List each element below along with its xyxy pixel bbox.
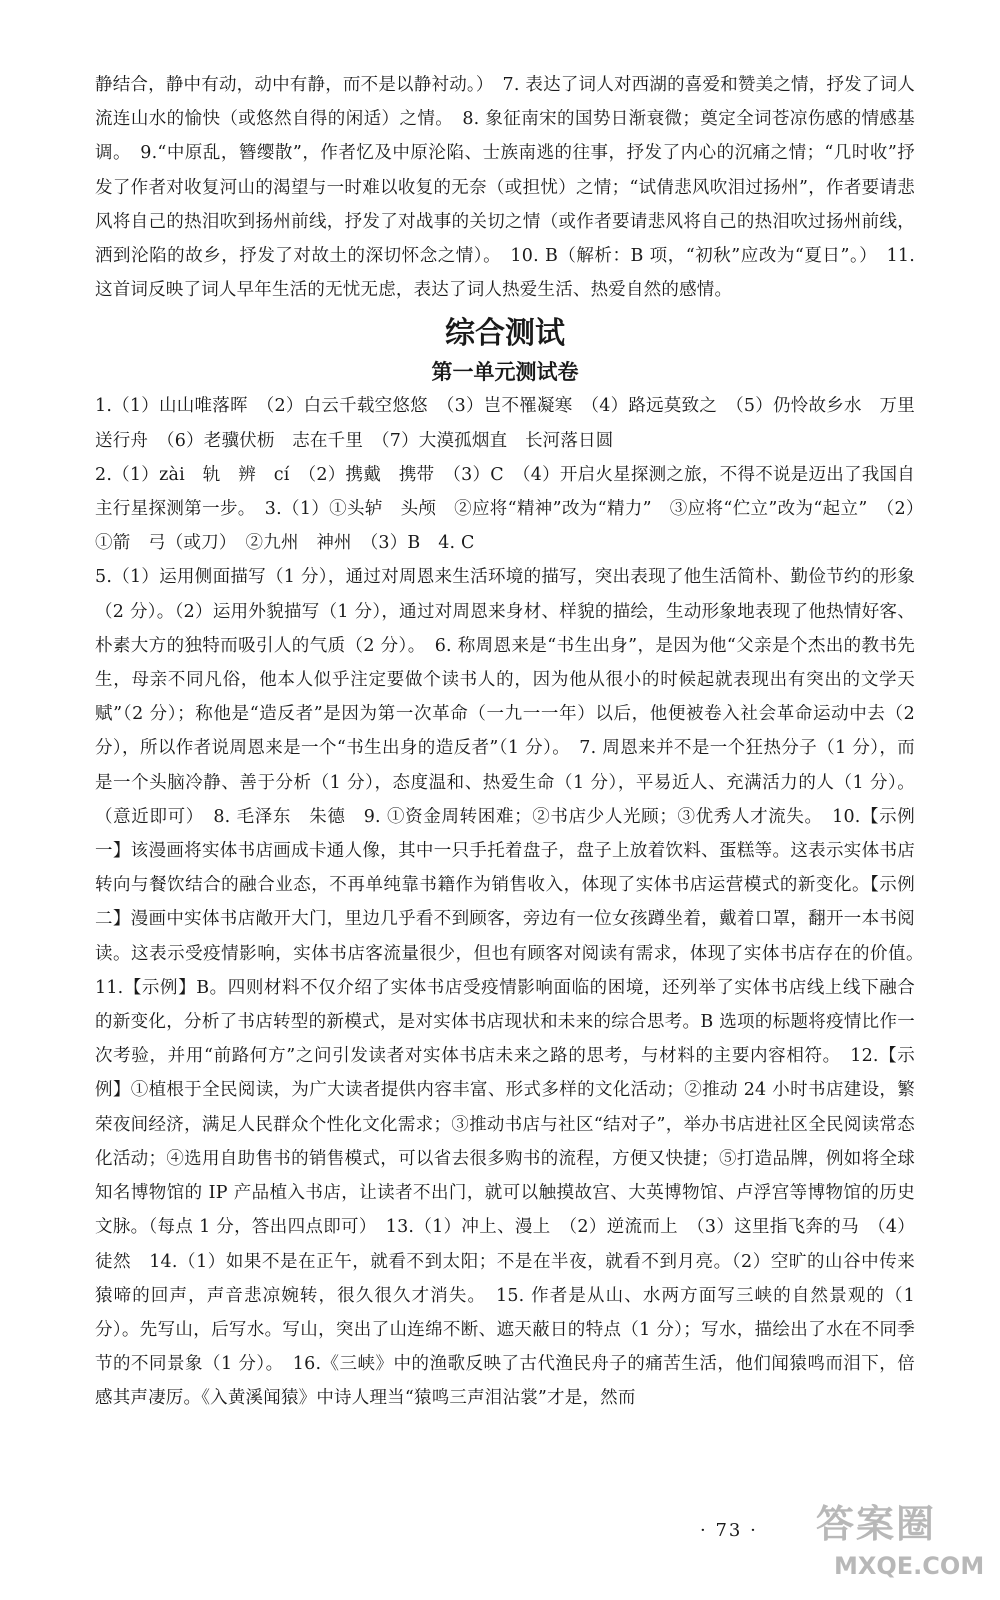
previous-answers-paragraph: 静结合，静中有动，动中有静，而不是以静衬动。） 7. 表达了词人对西湖的喜爱和赞美之情，抒发了词人流连山水的愉快（或悠然自得的闲适）之情。 8. 象征南宋的国势日渐衰微；奠定全词苍凉伤感的情感基调。 9.“中原乱，簪缨散”，作者忆及中原沦陷、士族南逃的往事，抒发了内心的沉痛之情；“几时收”抒发了作者对收复河山的渴望与一时难以收复的无奈（或担忧）之情；“试倩悲风吹泪过扬州”，作者要请悲风将自己的热泪吹到扬州前线，抒发了对战事的关切之情（或作者要请悲风将自己的热泪吹过扬州前线，洒到沦陷的故乡，抒发了对故土的深切怀念之情）。 10. B（解析：B 项，“初秋”应改为“夏日”。） 11. 这首词反映了词人早年生活的无忧无虑，表达了词人热爱生活、热爱自然的感情。 (95, 75, 915, 301)
watermark-url-text: MXQE.COM (834, 1552, 985, 1580)
unit-title: 第一单元测试卷 (431, 360, 579, 385)
site-watermark (816, 1500, 992, 1596)
section-title: 综合测试 (445, 316, 565, 352)
answer-line-3: 5.（1）运用侧面描写（1 分），通过对周恩来生活环境的描写，突出表现了他生活简朴、勤俭节约的形象（2 分）。（2）运用外貌描写（1 分），通过对周恩来身材、样貌的描绘，生动形象地表现了他热情好客、朴素大方的独特而吸引人的气质（2 分）。 6. 称周恩来是“书生出身”，是因为他“父亲是个杰出的教书先生，母亲不同凡俗，他本人似乎注定要做个读书人的，因为他从很小的时候起就表现出有突出的文学天赋”（2 分）；称他是“造反者”是因为第一次革命（一九一一年）以后，他便被卷入社会革命运动中去（2 分），所以作者说周恩来是一个“书生出身的造反者”（1 分）。 7. 周恩来并不是一个狂热分子（1 分），而是一个头脑冷静、善于分析（1 分），态度温和、热爱生命（1 分），平易近人、充满活力的人（1 分）。（意近即可） 8. 毛泽东 朱德 9. ①资金周转困难；②书店少人光顾；③优秀人才流失。 10.【示例一】该漫画将实体书店画成卡通人像，其中一只手托着盘子，盘子上放着饮料、蛋糕等。这表示实体书店转向与餐饮结合的融合业态，不再单纯靠书籍作为销售收入，体现了实体书店运营模式的新变化。【示例二】漫画中实体书店敞开大门，里边几乎看不到顾客，旁边有一位女孩蹲坐着，戴着口罩，翻开一本书阅读。这表示受疫情影响，实体书店客流量很少，但也有顾客对阅读有需求，体现了实体书店存在的价值。 11.【示例】B。四则材料不仅介绍了实体书店受疫情影响面临的困境，还列举了实体书店线上线下融合的新变化，分析了书店转型的新模式，是对实体书店现状和未来的综合思考。B 选项的标题将疫情比作一次考验，并用“前路何方”之问引发读者对实体书店未来之路的思考，与材料的主要内容相符。 12.【示例】①植根于全民阅读，为广大读者提供内容丰富、形式多样的文化活动；②推动 24 小时书店建设，繁荣夜间经济，满足人民群众个性化文化需求；③推动书店与社区“结对子”，举办书店进社区全民阅读常态化活动；④选用自助售书的销售模式，可以省去很多购书的流程，方便又快捷；⑤打造品牌，例如将全球知名博物馆的 IP 产品植入书店，让读者不出门，就可以触摸故宫、大英博物馆、卢浮宫等博物馆的历史文脉。（每点 1 分，答出四点即可） 13.（1）冲上、漫上 （2）逆流而上 （3）这里指飞奔的马 （4）徒然 14.（1）如果不是在正午，就看不到太阳；不是在半夜，就看不到月亮。（2）空旷的山谷中传来猿啼的回声，声音悲凉婉转，很久很久才消失。 15. 作者是从山、水两方面写三峡的自然景观的（1 分）。先写山，后写水。写山，突出了山连绵不断、遮天蔽日的特点（1 分）；写水，描绘出了水在不同季节的不同景象（1 分）。 16.《三峡》中的渔歌反映了古代渔民舟子的痛苦生活，他们闻猿鸣而泪下，倍感其声凄厉。《入黄溪闻猿》中诗人理当“猿鸣三声泪沾裳”才是，然而 (95, 567, 933, 1409)
answer-line-1: 1.（1）山山唯落晖 （2）白云千载空悠悠 （3）岂不罹凝寒 （4）路远莫致之 （5）仍怜故乡水 万里送行舟 （6）老骥伏枥 志在千里 （7）大漠孤烟直 长河落日圆 (95, 396, 915, 451)
answer-line-2: 2.（1）zài 轨 辨 cí （2）携戴 携带 （3）C （4）开启火星探测之旅，不得不说是迈出了我国自主行星探测第一步。 3.（1）①头轳 头颅 ②应将“精神”改为“精力” ③应将“伫立”改为“起立” （2）①箭 弓（或刀） ②九州 神州 （3）B 4. C (95, 464, 915, 554)
page-number: · 73 · (700, 1520, 758, 1541)
answer-page (95, 68, 933, 1416)
watermark-logo-text: 答案圈 (816, 1502, 937, 1546)
